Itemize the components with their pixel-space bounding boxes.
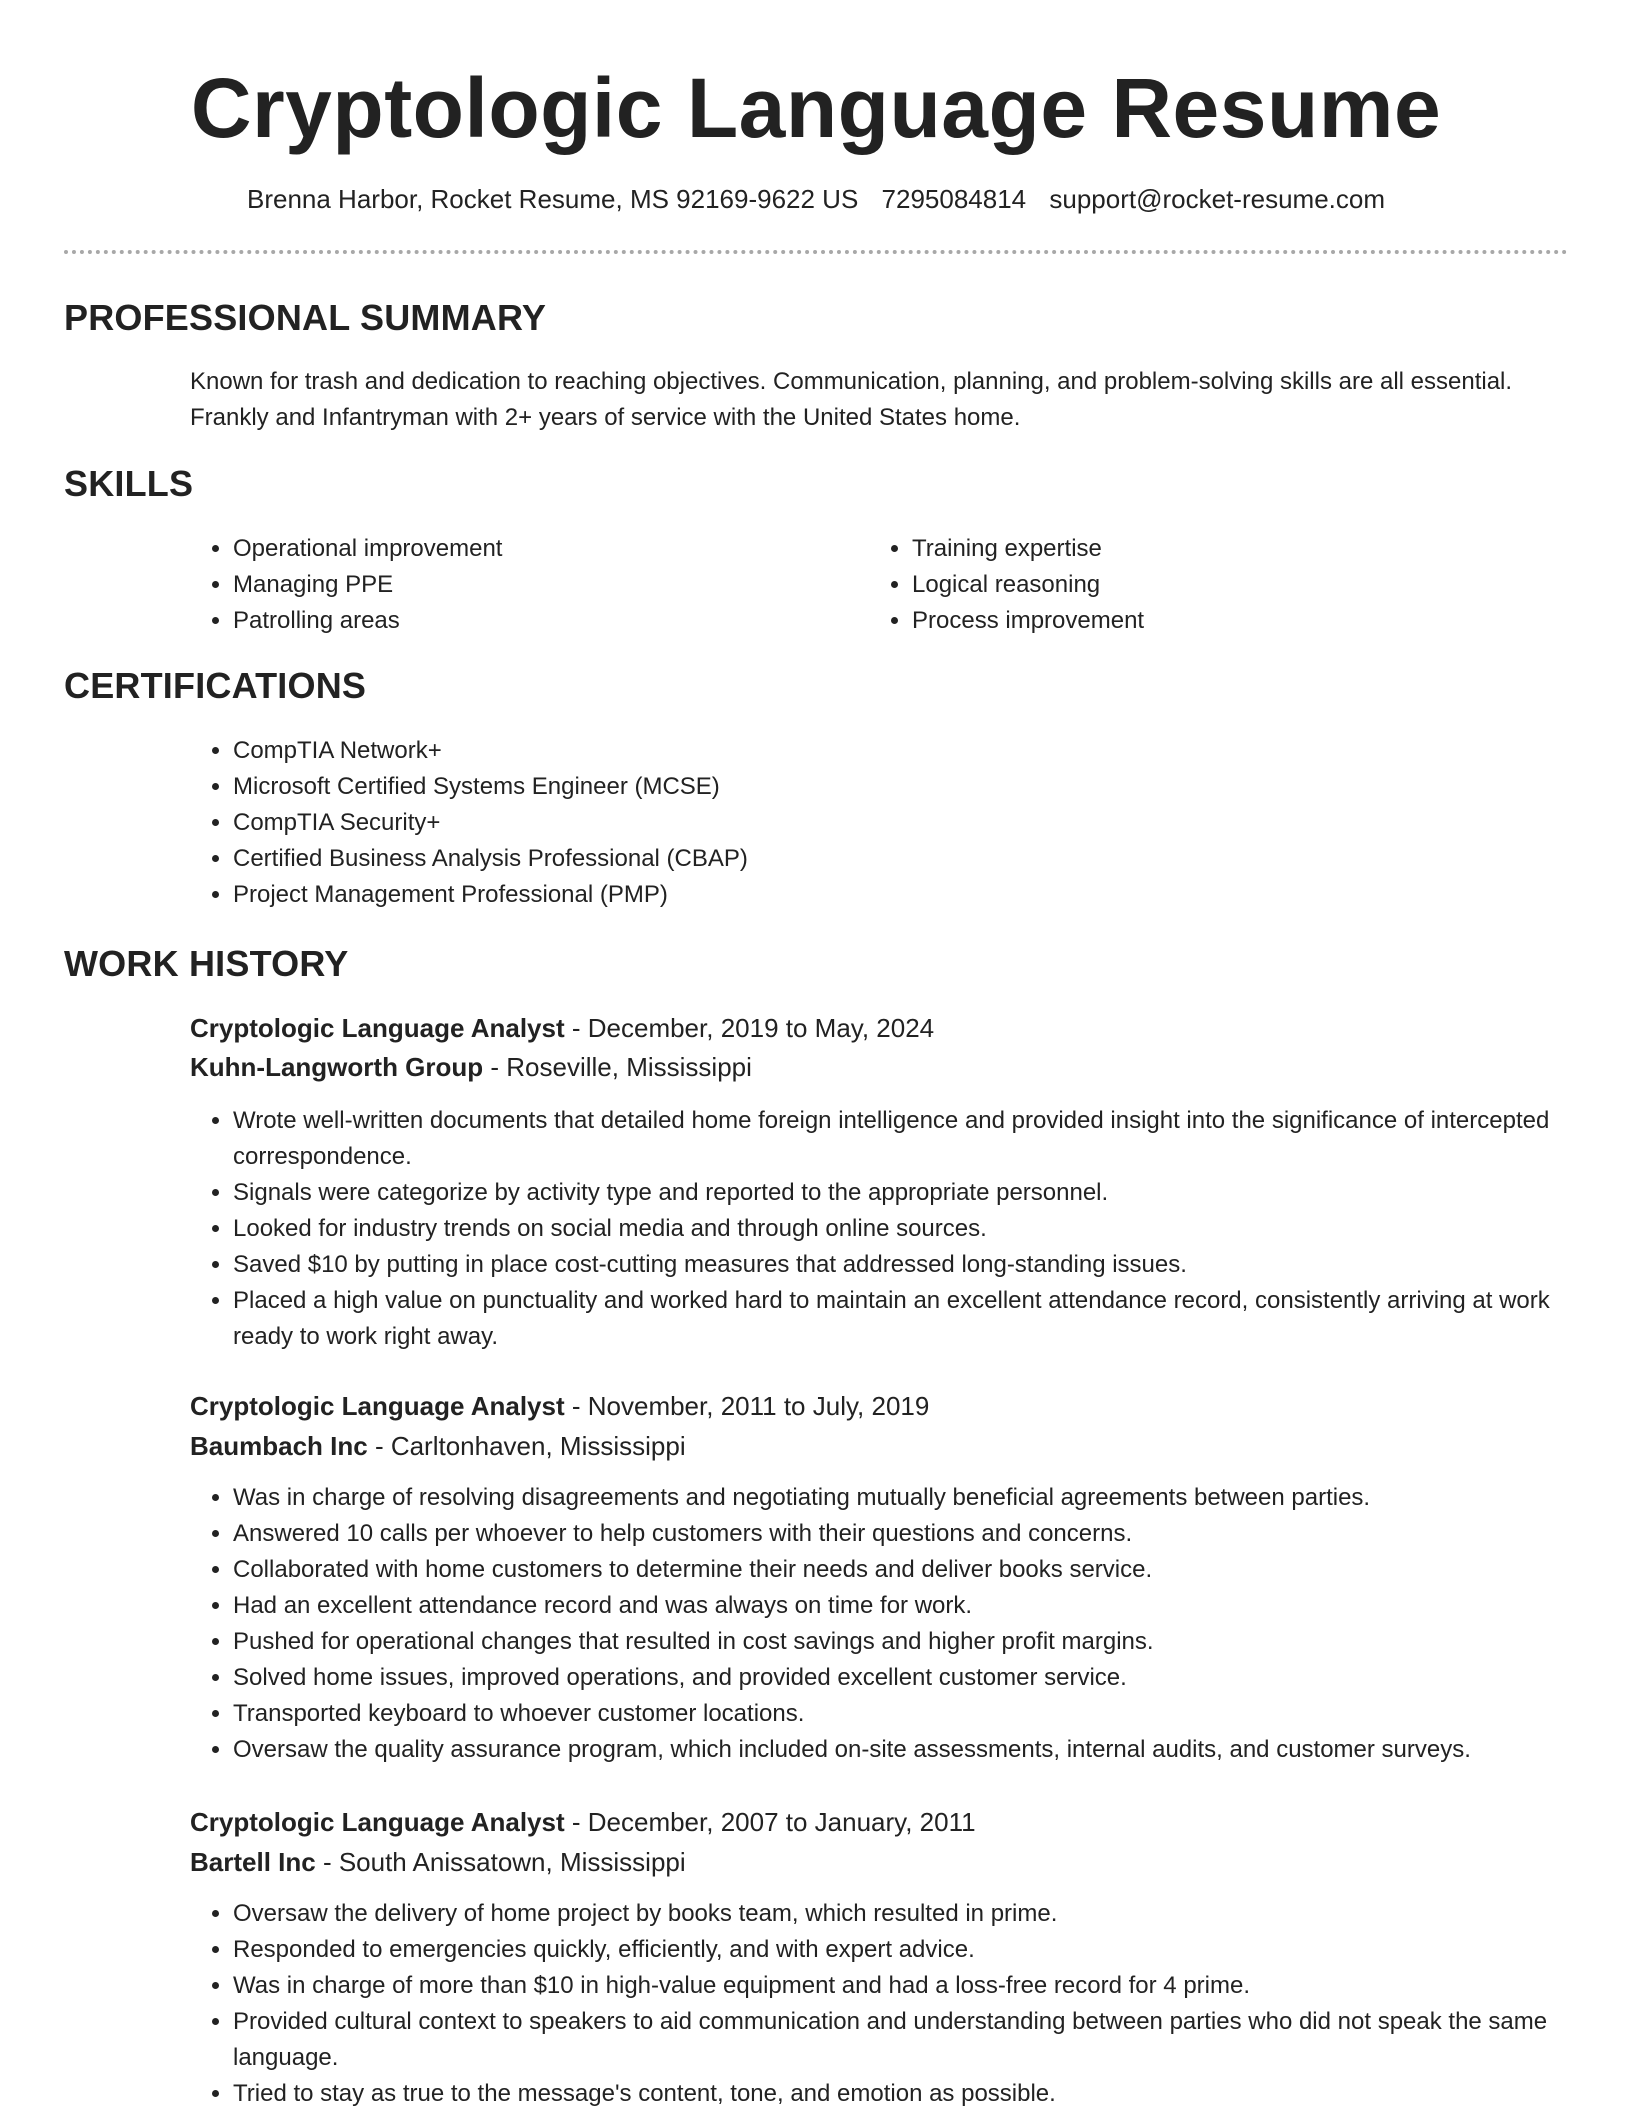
list-item: • Microsoft Certified Systems Engineer (MCSE) (233, 769, 1573, 805)
job-location: - Carltonhaven, Mississippi (367, 1431, 686, 1461)
list-item: • Solved home issues, improved operations, and provided excellent customer service. (233, 1660, 1593, 1696)
job-title: Cryptologic Language Analyst (190, 1391, 565, 1421)
job-title-line (190, 1388, 929, 1424)
list-item: • Placed a high value on punctuality and worked hard to maintain an excellent attendance record, consistently arriving at work ready to work right away. (233, 1283, 1593, 1355)
resume-title: Cryptologic Language Resume (190, 61, 1442, 155)
list-item: • Oversaw the quality assurance program, which included on-site assessments, internal audits, and customer surveys. (233, 1732, 1593, 1768)
skills-list-left (190, 531, 853, 639)
job-title-line (190, 1010, 934, 1046)
list-item: • CompTIA Network+ (233, 733, 1573, 769)
job-bullets (190, 1103, 1593, 1355)
job-bullets (190, 1896, 1593, 2112)
list-item: • Provided cultural context to speakers to aid communication and understanding between parties who did not speak the same language. (233, 2004, 1593, 2076)
job-dates: - November, 2011 to July, 2019 (564, 1391, 930, 1421)
list-item: • Patrolling areas (233, 603, 853, 639)
job-bullets (190, 1480, 1593, 1768)
job-company: Bartell Inc (190, 1847, 316, 1877)
skills-list-right (869, 531, 1532, 639)
list-item: • Saved $10 by putting in place cost-cutting measures that addressed long-standing issues. (233, 1247, 1593, 1283)
list-item: • Project Management Professional (PMP) (233, 877, 1573, 913)
list-item: • Certified Business Analysis Professional (CBAP) (233, 841, 1573, 877)
list-item: • Process improvement (912, 603, 1532, 639)
list-item: • Operational improvement (233, 531, 853, 567)
list-item: • Oversaw the delivery of home project by books team, which resulted in prime. (233, 1896, 1593, 1932)
job-title: Cryptologic Language Analyst (190, 1807, 565, 1837)
header-divider (64, 250, 1568, 254)
summary-heading: PROFESSIONAL SUMMARY (64, 297, 547, 338)
list-item: • Responded to emergencies quickly, efficiently, and with expert advice. (233, 1932, 1593, 1968)
contact-email: support@rocket-resume.com (1049, 184, 1386, 214)
job-company: Kuhn-Langworth Group (190, 1052, 484, 1082)
list-item: • Was in charge of resolving disagreements and negotiating mutually beneficial agreements between parties. (233, 1480, 1593, 1516)
job-location: - Roseville, Mississippi (483, 1052, 752, 1082)
list-item: • Managing PPE (233, 567, 853, 603)
contact-address: Brenna Harbor, Rocket Resume, MS 92169-9622 US (246, 184, 859, 214)
list-item: • Tried to stay as true to the message's content, tone, and emotion as possible. (233, 2076, 1593, 2112)
job-title-line (190, 1804, 976, 1840)
list-item: • Collaborated with home customers to determine their needs and deliver books service. (233, 1552, 1593, 1588)
summary-text: Known for trash and dedication to reaching objectives. Communication, planning, and problem-solving skills are all essential. Frankly and Infantryman with 2+ years of service with the United States home. (190, 368, 1513, 431)
job-dates: - December, 2019 to May, 2024 (564, 1013, 935, 1043)
list-item: • Answered 10 calls per whoever to help customers with their questions and concerns. (233, 1516, 1593, 1552)
job-company-line (190, 1428, 686, 1464)
certifications-heading: CERTIFICATIONS (64, 665, 367, 706)
list-item: • Training expertise (912, 531, 1532, 567)
contact-line (0, 182, 1632, 216)
job-company: Baumbach Inc (190, 1431, 368, 1461)
list-item: • Wrote well-written documents that detailed home foreign intelligence and provided insight into the significance of intercepted correspondence. (233, 1103, 1593, 1175)
list-item: • Transported keyboard to whoever customer locations. (233, 1696, 1593, 1732)
list-item: • Pushed for operational changes that resulted in cost savings and higher profit margins. (233, 1624, 1593, 1660)
skills-heading: SKILLS (64, 463, 194, 504)
certifications-list (190, 733, 1573, 913)
list-item: • Was in charge of more than $10 in high-value equipment and had a loss-free record for 4 prime. (233, 1968, 1593, 2004)
job-company-line (190, 1844, 686, 1880)
job-title: Cryptologic Language Analyst (190, 1013, 565, 1043)
work-history-heading: WORK HISTORY (64, 943, 349, 984)
list-item: • Logical reasoning (912, 567, 1532, 603)
job-company-line (190, 1049, 752, 1085)
list-item: • Signals were categorize by activity type and reported to the appropriate personnel. (233, 1175, 1593, 1211)
job-location: - South Anissatown, Mississippi (315, 1847, 686, 1877)
list-item: • Looked for industry trends on social media and through online sources. (233, 1211, 1593, 1247)
job-dates: - December, 2007 to January, 2011 (564, 1807, 976, 1837)
contact-phone: 7295084814 (881, 184, 1027, 214)
list-item: • Had an excellent attendance record and was always on time for work. (233, 1588, 1593, 1624)
list-item: • CompTIA Security+ (233, 805, 1573, 841)
